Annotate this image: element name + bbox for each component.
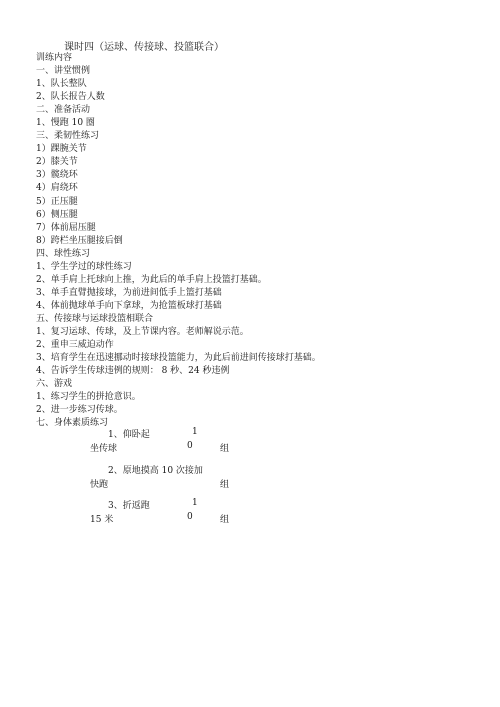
lesson-title: 课时四（运球、传接球、投篮联合） <box>64 42 224 53</box>
content-line: 1）踝腕关节 <box>36 144 87 155</box>
training-content <box>36 52 476 430</box>
content-line: 3、单手直臂抛接球，为前进间低手上篮打基础 <box>36 287 222 298</box>
content-line: 一、讲堂惯例 <box>36 66 91 77</box>
exercise-1-name: 1、仰卧起 <box>108 430 150 440</box>
exercise-3-unit: 组 <box>220 515 230 525</box>
exercise-1-continuation: 坐传球 <box>90 444 118 454</box>
content-line: 6）侧压腿 <box>36 209 78 220</box>
content-line: 1、队长整队 <box>36 79 87 90</box>
content-line: 七、身体素质练习 <box>36 418 109 429</box>
content-line: 5）正压腿 <box>36 196 78 207</box>
exercise-1-zero: 0 <box>187 441 193 451</box>
content-line: 2、单手肩上托球向上推，为此后的单手肩上投篮打基础。 <box>36 274 267 285</box>
exercise-3-continuation: 15 米 <box>90 515 114 525</box>
exercise-2-unit: 组 <box>220 480 230 490</box>
exercise-1-unit: 组 <box>220 444 230 454</box>
content-line: 4、体前抛球单手向下拿球，为抢篮板球打基础 <box>36 300 222 311</box>
content-line: 1、复习运球、传球，及上节课内容。老师解说示范。 <box>36 326 249 337</box>
content-line: 1、慢跑 10 圈 <box>36 118 95 129</box>
exercise-3-name: 3、折返跑 <box>108 501 150 511</box>
content-line: 7）体前屈压腿 <box>36 222 96 233</box>
exercise-3-number: 1 <box>192 498 198 508</box>
content-line: 五、传接球与运球投篮相联合 <box>36 313 154 324</box>
content-line: 3）髋绕环 <box>36 170 78 181</box>
content-line: 2）膝关节 <box>36 157 78 168</box>
content-line: 训练内容 <box>36 53 73 63</box>
content-line: 2、队长报告人数 <box>36 92 105 103</box>
exercise-2-name: 2、原地摸高 10 次接加 <box>108 466 203 476</box>
content-line: 2、进一步练习传球。 <box>36 405 123 416</box>
exercise-3-zero: 0 <box>187 512 193 522</box>
content-line: 3、培育学生在迅速挪动时接球投篮能力，为此后前进间传接球打基础。 <box>36 353 321 364</box>
content-line: 二、准备活动 <box>36 105 91 116</box>
content-line: 1、练习学生的拼抢意识。 <box>36 392 141 403</box>
content-line: 4）肩绕环 <box>36 183 78 194</box>
content-line: 三、柔韧性练习 <box>36 131 100 142</box>
content-line: 四、球性练习 <box>36 248 91 259</box>
content-line: 1、学生学过的球性练习 <box>36 261 132 272</box>
exercise-1-number: 1 <box>192 427 198 437</box>
content-line: 六、游戏 <box>36 379 73 390</box>
exercise-2-continuation: 快跑 <box>90 480 109 490</box>
content-line: 2、重申三威迫动作 <box>36 340 114 351</box>
content-line: 4、告诉学生传球违例的规则： 8 秒、24 秒违例 <box>36 366 230 377</box>
content-line: 8）跨栏坐压腿接后倒 <box>36 235 123 246</box>
